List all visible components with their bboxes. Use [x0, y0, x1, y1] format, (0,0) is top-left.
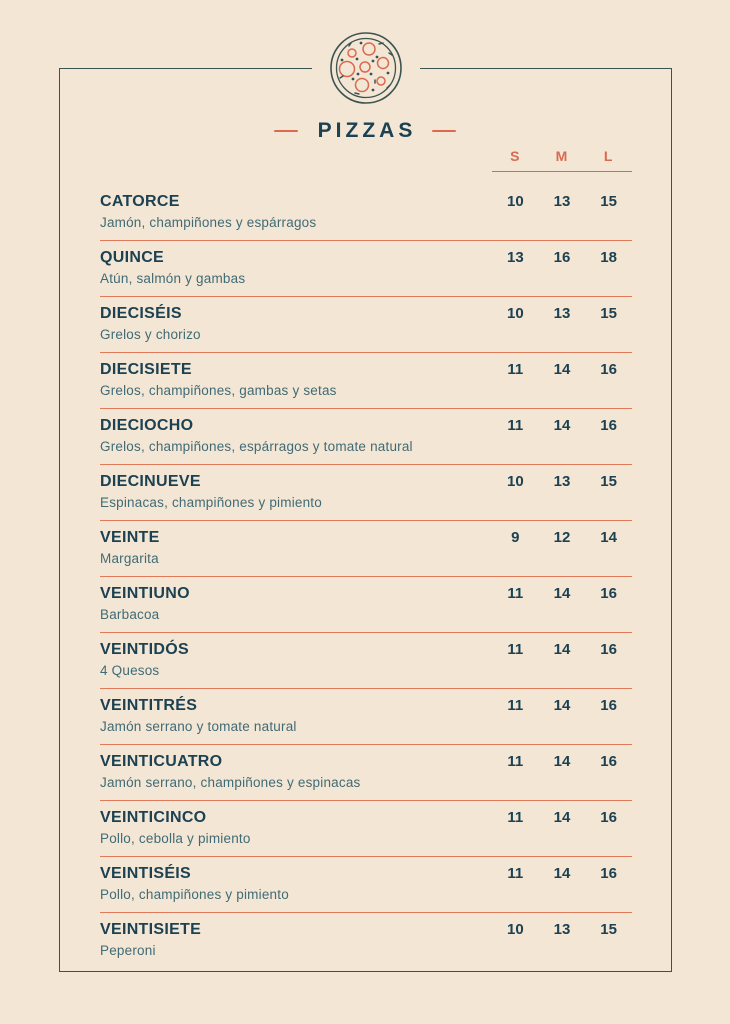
- price-large: 16: [600, 697, 617, 714]
- price-medium: 16: [553, 249, 571, 266]
- menu-item-name: VEINTIUNO: [100, 585, 190, 602]
- menu-item-description: Peperoni: [100, 943, 156, 958]
- menu-item-info: [100, 696, 492, 736]
- title-dash-left-icon: [274, 130, 298, 132]
- price-large: 16: [600, 753, 617, 770]
- menu-item-description: Jamón, champiñones y espárragos: [100, 215, 317, 230]
- menu-item-name: QUINCE: [100, 249, 165, 266]
- price-small: 10: [506, 305, 524, 322]
- price-small: 13: [506, 249, 524, 266]
- price-small: 11: [507, 641, 524, 658]
- menu-item-info: [100, 808, 492, 848]
- size-label-small: S: [510, 148, 521, 164]
- price-medium: 12: [553, 529, 571, 546]
- menu-item-description: Barbacoa: [100, 607, 160, 622]
- size-label-large: L: [603, 148, 614, 164]
- menu-item-description: Espinacas, champiñones y pimiento: [100, 495, 322, 510]
- menu-item: [100, 689, 632, 745]
- menu-item: [100, 409, 632, 465]
- title-dash-right-icon: [432, 130, 456, 132]
- price-large: 15: [600, 921, 617, 938]
- logo: [312, 22, 420, 114]
- menu-item-prices: [492, 472, 632, 491]
- menu-item-prices: [492, 752, 632, 771]
- menu-item-name: DIECISÉIS: [100, 305, 182, 322]
- price-small: 11: [507, 865, 524, 882]
- price-large: 14: [600, 529, 617, 546]
- menu-item-name: CATORCE: [100, 193, 180, 210]
- menu-title-row: [0, 118, 730, 144]
- price-large: 16: [600, 809, 617, 826]
- menu-item-name: DIECISIETE: [100, 361, 192, 378]
- price-medium: 13: [553, 193, 571, 210]
- price-small: 11: [507, 361, 524, 378]
- menu-item-prices: [492, 584, 632, 603]
- price-medium: 14: [553, 585, 571, 602]
- menu-item: [100, 241, 632, 297]
- menu-item: [100, 913, 632, 968]
- menu-item-prices: [492, 640, 632, 659]
- pizza-icon: [328, 30, 404, 106]
- menu-item-name: VEINTISÉIS: [100, 865, 192, 882]
- menu-item-name: VEINTICINCO: [100, 809, 207, 826]
- menu-item-info: [100, 192, 492, 232]
- size-label-medium: M: [555, 148, 569, 164]
- menu-item-info: [100, 528, 492, 568]
- menu-item-description: Pollo, cebolla y pimiento: [100, 831, 251, 846]
- menu-item-name: VEINTE: [100, 529, 160, 546]
- menu-item-prices: [492, 920, 632, 939]
- menu-item: [100, 185, 632, 241]
- menu-item-description: 4 Quesos: [100, 663, 160, 678]
- menu-item-name: VEINTICUATRO: [100, 753, 223, 770]
- menu-item-info: [100, 864, 492, 904]
- price-large: 16: [600, 417, 617, 434]
- menu-item-info: [100, 416, 492, 456]
- menu-item-prices: [492, 304, 632, 323]
- price-large: 16: [600, 865, 617, 882]
- menu-item-prices: [492, 248, 632, 267]
- menu-item-description: Pollo, champiñones y pimiento: [100, 887, 289, 902]
- menu-item-name: DIECINUEVE: [100, 473, 201, 490]
- menu-item-info: [100, 584, 492, 624]
- menu-item-name: VEINTISIETE: [100, 921, 202, 938]
- menu-item: [100, 633, 632, 689]
- menu-item: [100, 801, 632, 857]
- price-medium: 14: [553, 865, 571, 882]
- price-small: 10: [506, 921, 524, 938]
- price-large: 15: [600, 305, 617, 322]
- price-medium: 14: [553, 417, 571, 434]
- menu-item-description: Jamón serrano y tomate natural: [100, 719, 297, 734]
- menu-list: [100, 185, 632, 968]
- menu-item-prices: [492, 360, 632, 379]
- menu-item: [100, 521, 632, 577]
- price-medium: 14: [553, 641, 571, 658]
- menu-item: [100, 353, 632, 409]
- menu-item: [100, 465, 632, 521]
- size-header-row: [100, 146, 632, 172]
- price-medium: 14: [553, 361, 571, 378]
- price-large: 15: [600, 473, 617, 490]
- menu-item-name: VEINTIDÓS: [100, 641, 189, 658]
- size-header-columns: [492, 146, 632, 172]
- menu-item: [100, 745, 632, 801]
- price-medium: 14: [553, 753, 571, 770]
- page-title: PIZZAS: [317, 119, 417, 142]
- price-large: 16: [600, 641, 617, 658]
- menu-item-name: DIECIOCHO: [100, 417, 194, 434]
- menu-item-prices: [492, 416, 632, 435]
- menu-item-description: Jamón serrano, champiñones y espinacas: [100, 775, 361, 790]
- menu-item-name: VEINTITRÉS: [100, 697, 198, 714]
- price-small: 11: [507, 809, 524, 826]
- price-small: 9: [511, 529, 520, 546]
- menu-item-info: [100, 360, 492, 400]
- menu-item: [100, 297, 632, 353]
- price-small: 11: [507, 585, 524, 602]
- price-small: 10: [506, 193, 524, 210]
- price-small: 11: [507, 697, 524, 714]
- menu-item-description: Grelos, champiñones, espárragos y tomate natural: [100, 439, 413, 454]
- price-small: 11: [507, 753, 524, 770]
- price-small: 10: [506, 473, 524, 490]
- menu-item-info: [100, 472, 492, 512]
- menu-item-info: [100, 304, 492, 344]
- price-large: 18: [600, 249, 617, 266]
- menu-item-prices: [492, 864, 632, 883]
- menu-item-prices: [492, 808, 632, 827]
- menu-item: [100, 577, 632, 633]
- menu-item-info: [100, 248, 492, 288]
- menu-item-description: Atún, salmón y gambas: [100, 271, 246, 286]
- price-large: 15: [600, 193, 617, 210]
- price-medium: 13: [553, 921, 571, 938]
- price-medium: 14: [553, 809, 571, 826]
- menu-item-prices: [492, 696, 632, 715]
- price-medium: 14: [553, 697, 571, 714]
- menu-item-description: Margarita: [100, 551, 159, 566]
- price-medium: 13: [553, 473, 571, 490]
- menu-item-prices: [492, 192, 632, 211]
- menu-item-prices: [492, 528, 632, 547]
- price-large: 16: [600, 585, 617, 602]
- menu-item-description: Grelos, champiñones, gambas y setas: [100, 383, 337, 398]
- menu-item-info: [100, 920, 492, 960]
- price-large: 16: [600, 361, 617, 378]
- menu-content: [100, 146, 632, 968]
- menu-item-description: Grelos y chorizo: [100, 327, 201, 342]
- price-small: 11: [507, 417, 524, 434]
- price-medium: 13: [553, 305, 571, 322]
- menu-item-info: [100, 752, 492, 792]
- menu-item: [100, 857, 632, 913]
- menu-item-info: [100, 640, 492, 680]
